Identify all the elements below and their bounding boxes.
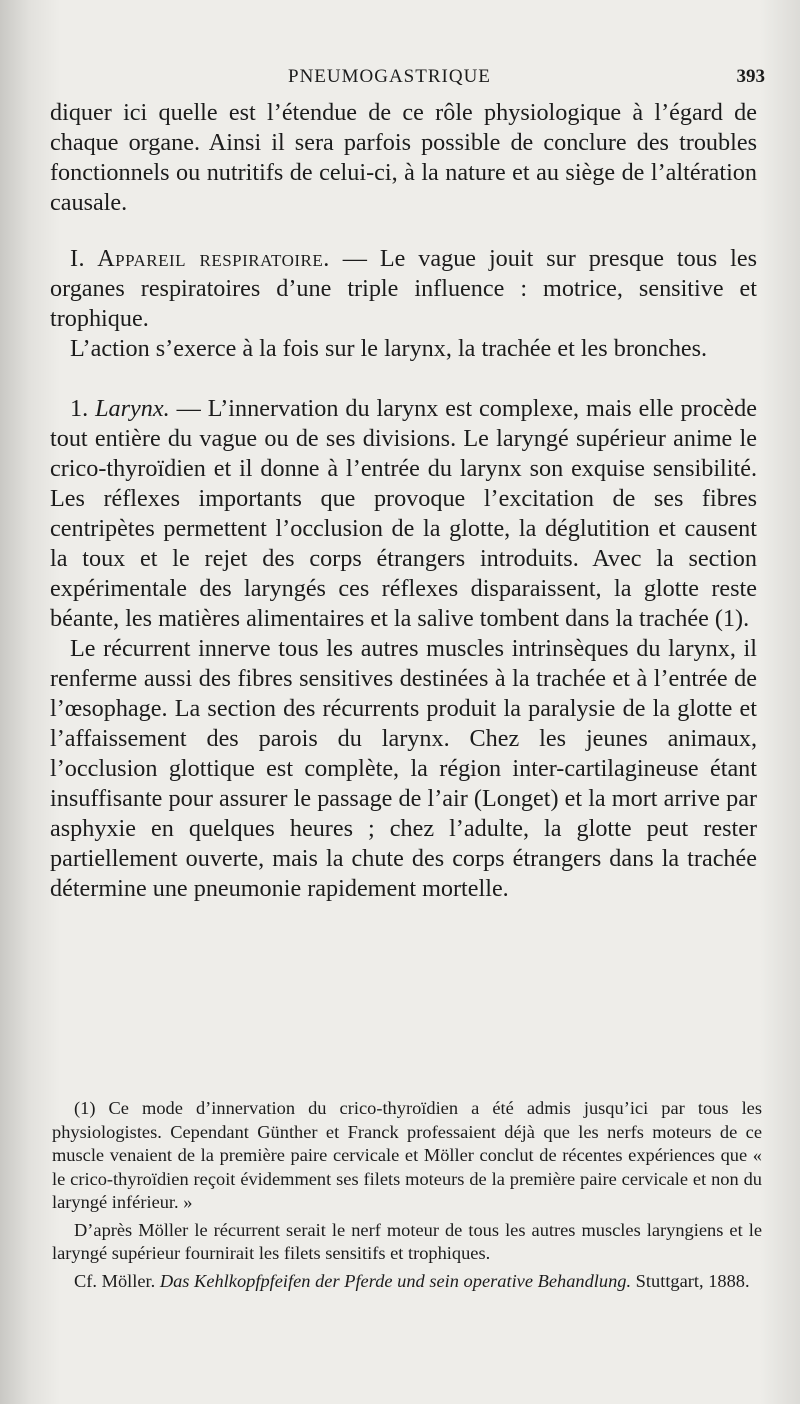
citation-prefix: Cf. Möller.: [74, 1270, 160, 1291]
main-text: [50, 98, 757, 904]
footnote-moller: D’après Möller le récurrent serait le nerf moteur de tous les autres muscles laryngiens et le laryngé supérieur fournirait les filets sensitifs et trophiques.: [52, 1219, 762, 1263]
subsection-heading-larynx: Larynx.: [95, 395, 170, 422]
paragraph-intro: diquer ici quelle est l’étendue de ce rôle physiologique à l’égard de chaque organe. Ainsi il sera parfois possible de conclure des troubles fonctionnels ou nutritifs de celui-ci, à la nature et au siège de l’altération causale.: [50, 99, 757, 216]
running-header: [50, 66, 765, 96]
paragraph-larynx: [50, 394, 757, 634]
footnotes: [52, 1097, 762, 1293]
page-number: 393: [736, 66, 765, 87]
paragraph-respiratory-text: — Le vague jouit sur presque tous les organes respiratoires d’une triple influence : motrice, sensitive et trophique.: [50, 245, 757, 332]
paragraph-recurrent: Le récurrent innerve tous les autres muscles intrinsèques du larynx, il renferme aussi des fibres sensitives destinées à la trachée et à l’entrée de l’œsophage. La section des récurrents produit la paralysie de la glotte et l’affaissement des parois du larynx. Chez les jeunes animaux, l’occlusion glottique est complète, la région inter-cartilagineuse étant insuffisante pour assurer le passage de l’air (Longet) et la mort arrive par asphyxie en quelques heures ; chez l’adulte, la glotte peut rester partiellement ouverte, mais la chute des corps étrangers dans la trachée détermine une pneumonie rapidement mortelle.: [50, 635, 757, 902]
running-title: PNEUMOGASTRIQUE: [288, 66, 491, 87]
footnote-1: (1) Ce mode d’innervation du crico-thyroïdien a été admis jusqu’ici par tous les physiologistes. Cependant Günther et Franck professaient déjà que les nerfs moteurs de ce muscle venaient de la première paire cervicale et Möller conclut de récentes expériences que « le crico-thyroïdien reçoit évidemment ses filets moteurs de la première paire cervicale et non du laryngé inférieur. »: [52, 1098, 762, 1212]
footnote-citation: [52, 1270, 762, 1294]
subsection-number: 1.: [70, 395, 96, 422]
citation-title: Das Kehlkopfpfeifen der Pferde und sein operative Behandlung.: [159, 1270, 632, 1291]
paragraph-larynx-text: — L’innervation du larynx est complexe, mais elle procède tout entière du vague ou de ses divisions. Le laryngé supérieur anime le crico-thyroïdien et il donne à l’entrée du larynx son exquise sensibilité. Les réflexes importants que provoque l’excitation de ses fibres centripètes permettent l’occlusion de la glotte, la déglutition et causent la toux et le rejet des corps étrangers introduits. Avec la section expérimentale des laryngés ces réflexes disparaissent, la glotte reste béante, les matières alimentaires et la salive tombent dans la trachée (1).: [50, 395, 757, 632]
paragraph-respiratory: [50, 244, 757, 334]
section-heading-respiratory: I. Appareil respiratoire.: [70, 245, 330, 272]
paragraph-action: L’action s’exerce à la fois sur le larynx, la trachée et les bronches.: [70, 335, 708, 362]
citation-suffix: Stuttgart, 1888.: [631, 1270, 750, 1291]
